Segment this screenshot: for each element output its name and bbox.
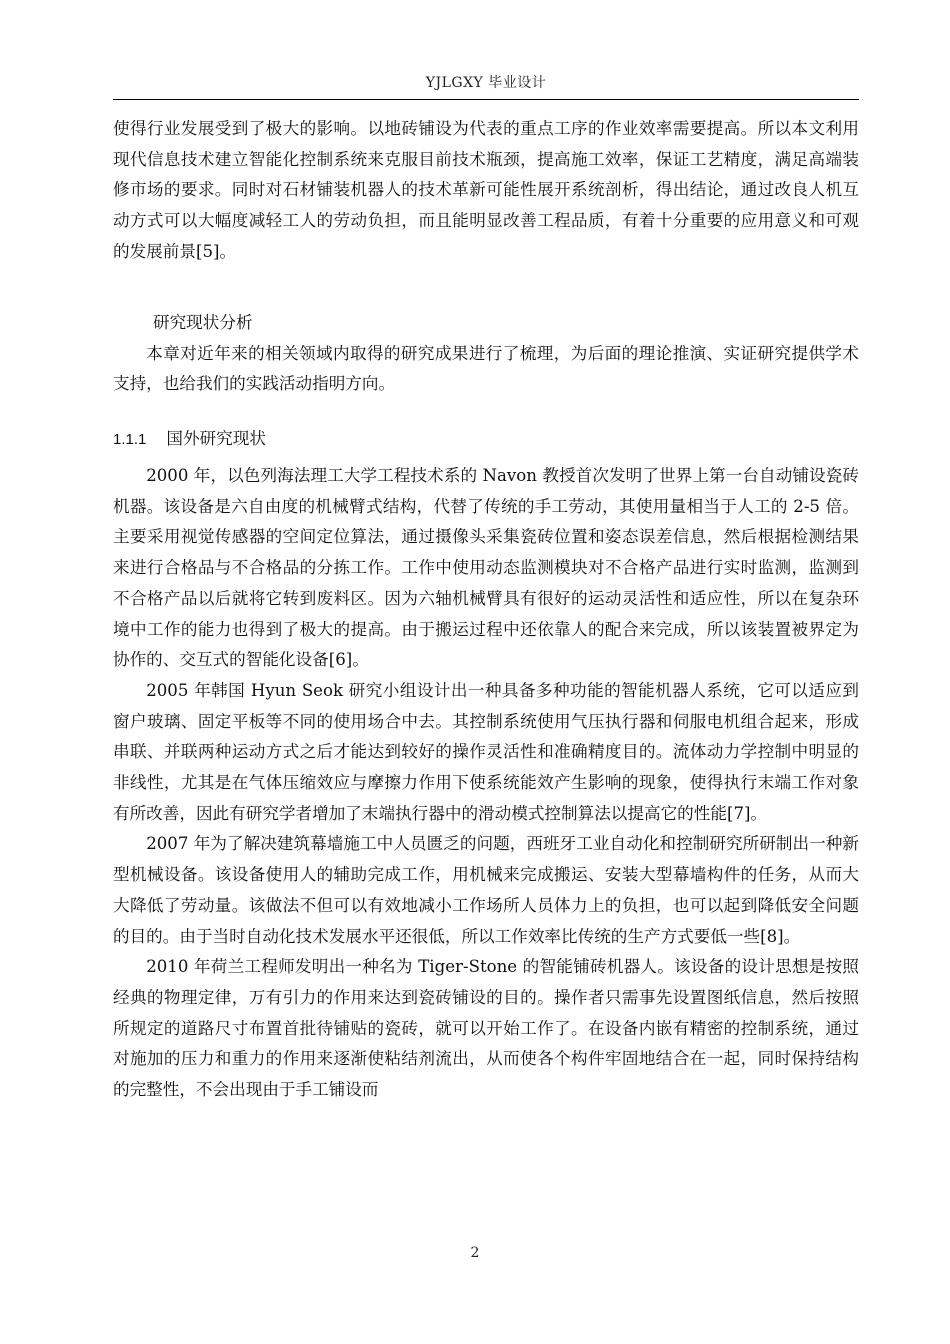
- section-heading-block: [113, 424, 859, 456]
- section-heading: [113, 424, 859, 456]
- paragraph-2007: 2007 年为了解决建筑幕墙施工中人员匮乏的问题，西班牙工业自动化和控制研究所研制出一种新型机械设备。该设备使用人的辅助完成工作，用机械来完成搬运、安装大型幕墙构件的任务，从而大大降低了劳动量。该做法不但可以有效地减小工作场所人员体力上的负担，也可以起到降低安全问题的目的。由于当时自动化技术发展水平还很低，所以工作效率比传统的生产方式要低一些[8]。: [113, 834, 859, 946]
- page-number: 2: [470, 1245, 480, 1261]
- section-title: 国外研究现状: [166, 429, 266, 448]
- research-block: [113, 308, 859, 400]
- section-number: 1.1.1: [113, 431, 147, 448]
- paragraph-2005: 2005 年韩国 Hyun Seok 研究小组设计出一种具备多种功能的智能机器人系统，它可以适应到窗户玻璃、固定平板等不同的使用场合中去。其控制系统使用气压执行器和伺服电机组合起来，形成串联、并联两种运动方式之后才能达到较好的操作灵活性和准确精度目的。流体动力学控制中明显的非线性，尤其是在气体压缩效应与摩擦力作用下使系统能效产生影响的现象，使得执行末端工作对象有所改善，因此有研究学者增加了末端执行器中的滑动模式控制算法以提高它的性能[7]。: [113, 680, 859, 823]
- paragraph-2010: 2010 年荷兰工程师发明出一种名为 Tiger-Stone 的智能铺砖机器人。该设备的设计思想是按照经典的物理定律，万有引力的作用来达到瓷砖铺设的目的。操作者只需事先设置图纸信息，然后按照所规定的道路尺寸布置首批待铺贴的瓷砖，就可以开始工作了。在设备内嵌有精密的控制系统，通过对施加的压力和重力的作用来逐渐使粘结剂流出，从而使各个构件牢固地结合在一起，同时保持结构的完整性，不会出现由于手工铺设而: [113, 957, 859, 1100]
- research-intro-paragraph: 本章对近年来的相关领域内取得的研究成果进行了梳理，为后面的理论推演、实证研究提供学术支持，也给我们的实践活动指明方向。: [113, 343, 859, 394]
- intro-paragraph: 使得行业发展受到了极大的影响。以地砖铺设为代表的重点工序的作业效率需要提高。所以本文利用现代信息技术建立智能化控制系统来克服目前技术瓶颈，提高施工效率，保证工艺精度，满足高端装修市场的要求。同时对石材铺装机器人的技术革新可能性展开系统剖析，得出结论，通过改良人机互动方式可以大幅度减轻工人的劳动负担，而且能明显改善工程品质，有着十分重要的应用意义和可观的发展前景[5]。: [113, 119, 859, 261]
- paragraph-2000: 2000 年，以色列海法理工大学工程技术系的 Navon 教授首次发明了世界上第一台自动铺设瓷砖机器。该设备是六自由度的机械臂式结构，代替了传统的手工劳动，其使用量相当于人工的 2-5 倍。主要采用视觉传感器的空间定位算法，通过摄像头采集瓷砖位置和姿态误差信息，然后根据检测结果来进行合格品与不合格品的分拣工作。工作中使用动态监测模块对不合格产品进行实时监测，监测到不合格产品以后就将它转到废料区。因为六轴机械臂具有很好的运动灵活性和适应性，所以在复杂环境中工作的能力也得到了极大的提高。由于搬运过程中还依靠人的配合来完成，所以该装置被界定为协作的、交互式的智能化设备[6]。: [113, 466, 859, 670]
- research-heading: 研究现状分析: [153, 313, 253, 332]
- page-header: YJLGXY 毕业设计: [425, 75, 547, 91]
- main-content: [113, 461, 859, 1106]
- intro-block: [113, 114, 859, 268]
- header-divider: [113, 99, 859, 100]
